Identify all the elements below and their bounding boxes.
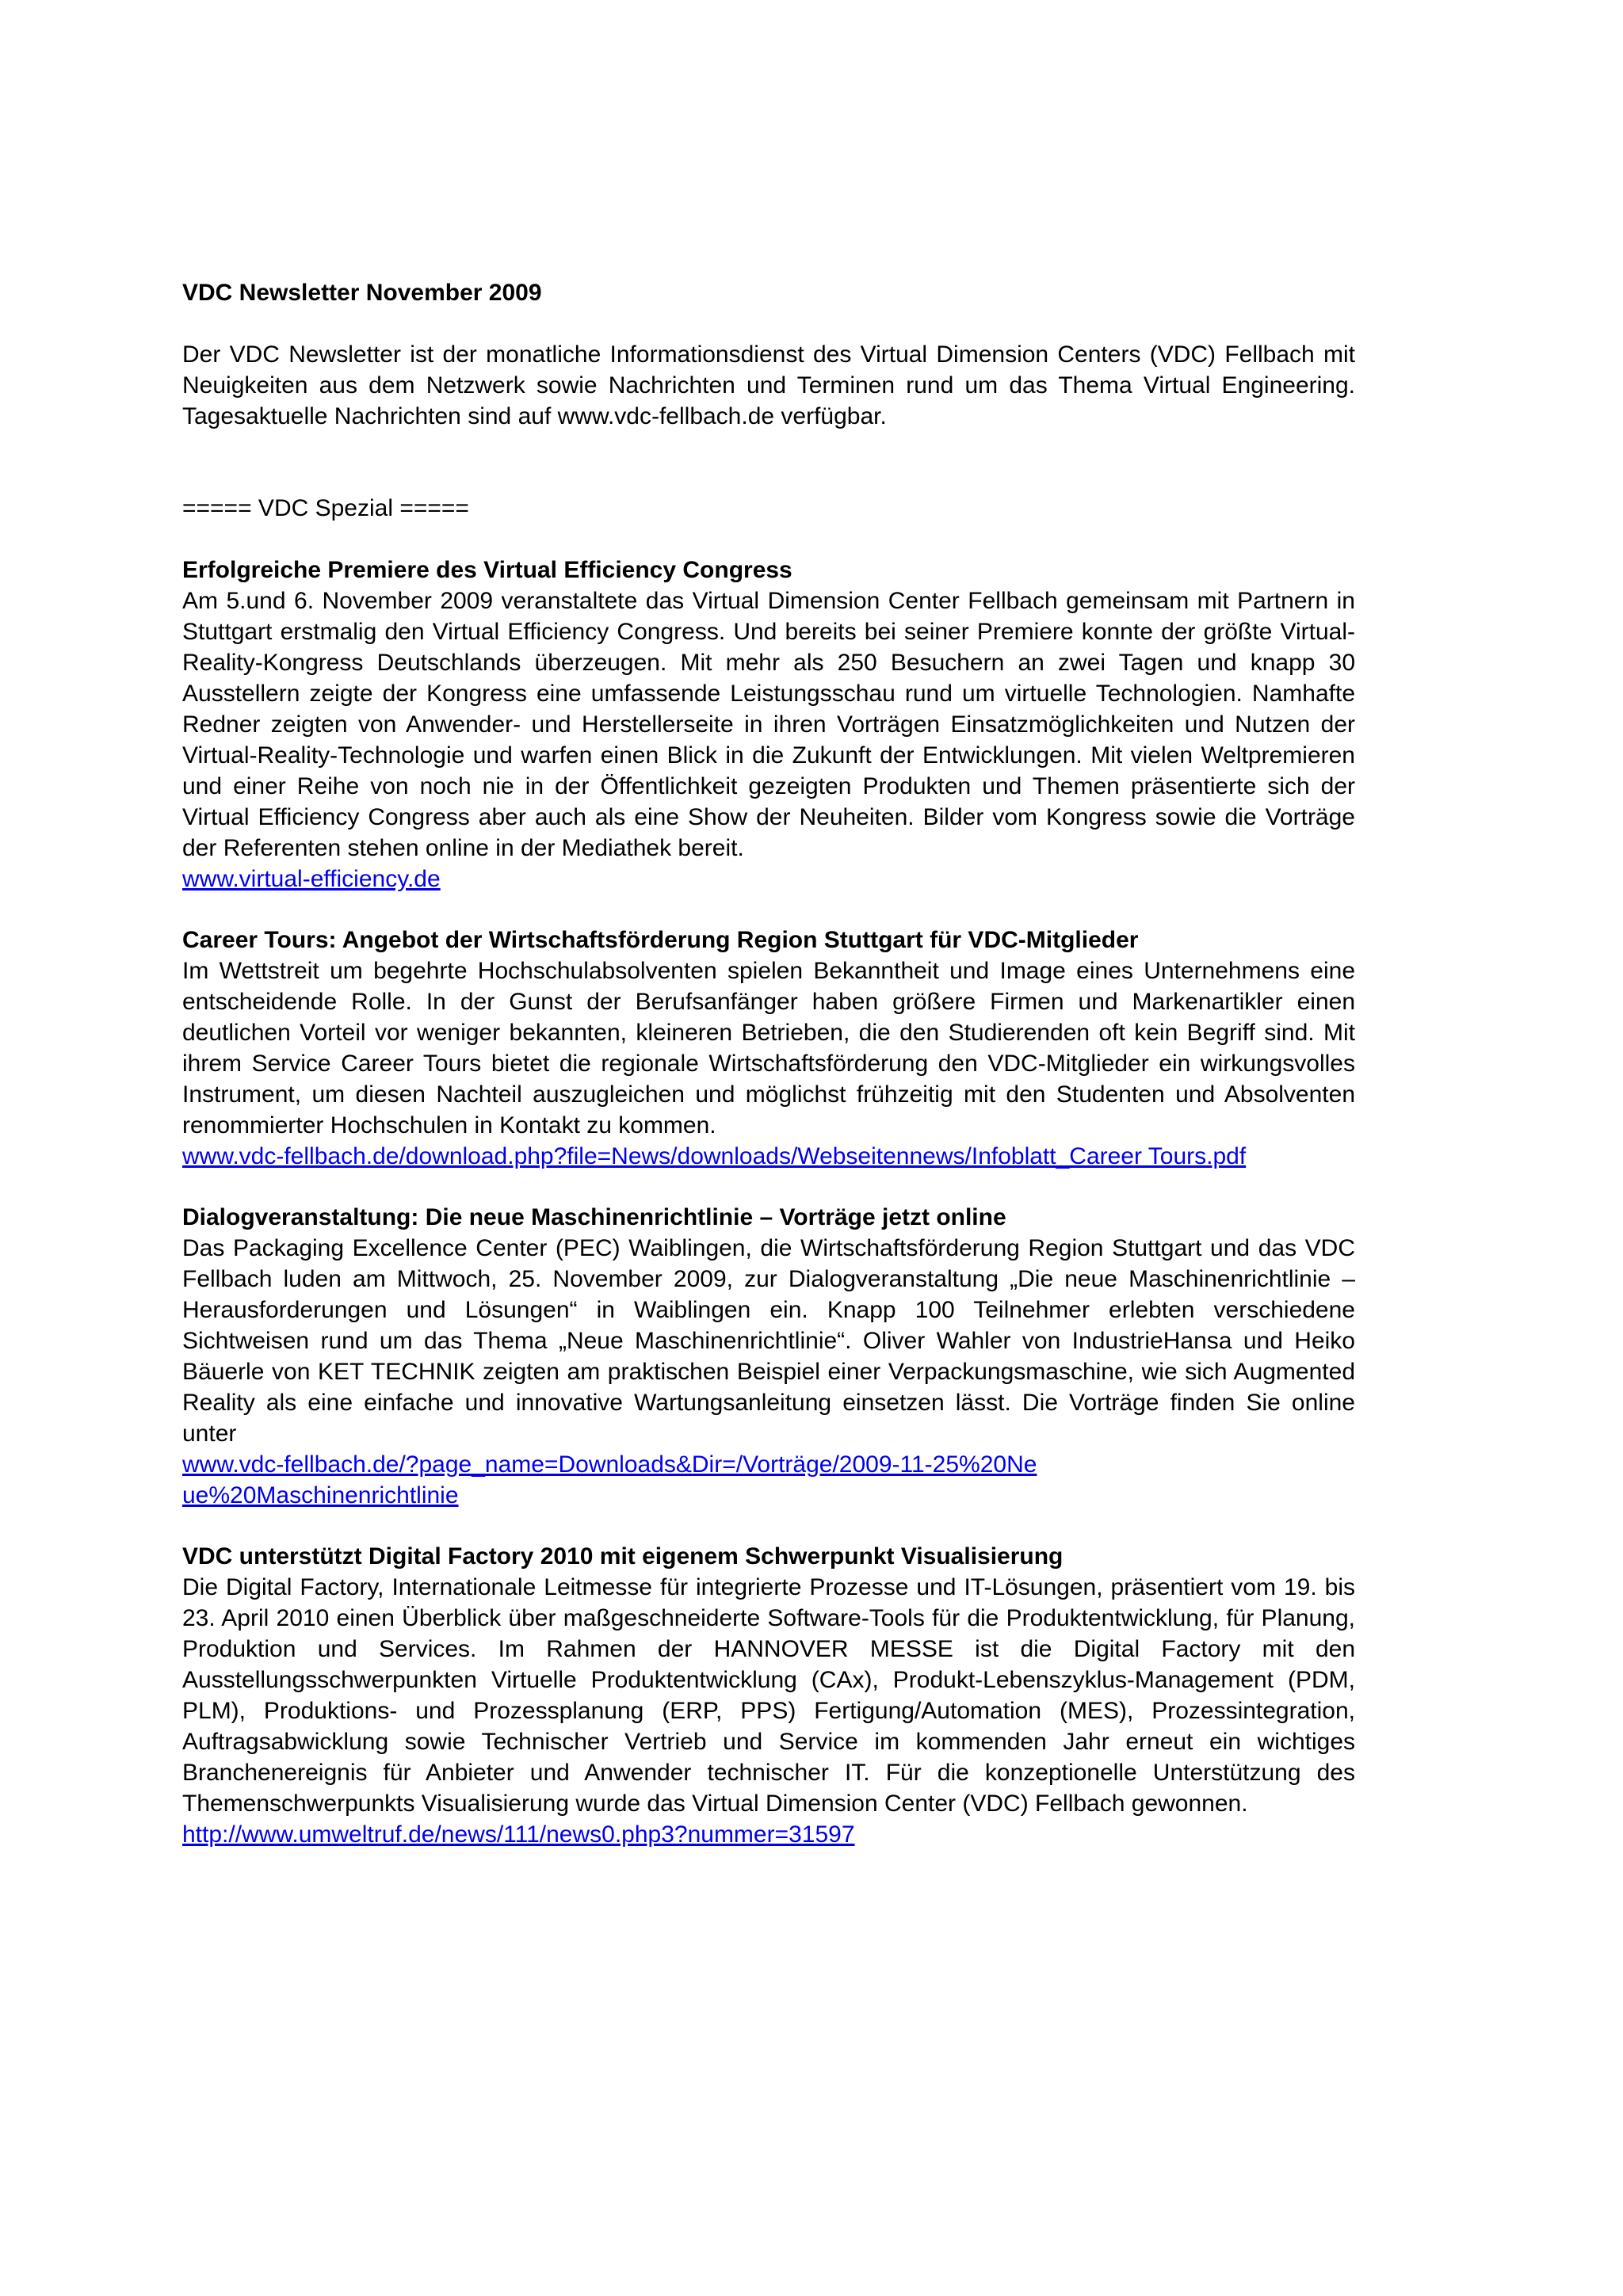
article-link[interactable]: http://www.umweltruf.de/news/111/news0.php3?nummer=31597 [182,1821,855,1848]
article-body: Im Wettstreit um begehrte Hochschulabsolventen spielen Bekanntheit und Image eines Unternehmens eine entscheidende Rolle. In der Gunst der Berufsanfänger haben größere Firmen und Markenartikler einen deutlichen Vorteil vor weniger bekannten, kleineren Betrieben, die den Studierenden oft kein Begriff sind. Mit ihrem Service Career Tours bietet die regionale Wirtschaftsförderung den VDC-Mitglieder ein wirkungsvolles Instrument, um diesen Nachteil auszugleichen und möglichst frühzeitig mit den Studenten und Absolventen renommierter Hochschulen in Kontakt zu kommen. [182,958,1355,1138]
article-link[interactable]: www.vdc-fellbach.de/?page_name=Downloads&Dir=/Vorträge/2009-11-25%20Neue%20Maschinenrichtlinie [182,1451,1037,1508]
newsletter-page [182,277,1355,1880]
article-link[interactable]: www.virtual-efficiency.de [182,866,441,892]
article-body: Die Digital Factory, Internationale Leitmesse für integrierte Prozesse und IT-Lösungen, präsentiert vom 19. bis 23. April 2010 einen Überblick über maßgeschneiderte Software-Tools für die Produktentwicklung, für Planung, Produktion und Services. Im Rahmen der HANNOVER MESSE ist die Digital Factory mit den Ausstellungsschwerpunkten Virtuelle Produktentwicklung (CAx), Produkt-Lebenszyklus-Management (PDM, PLM), Produktions- und Prozessplanung (ERP, PPS) Fertigung/Automation (MES), Prozessintegration, Auftragsabwicklung sowie Technischer Vertrieb und Service im kommenden Jahr erneut ein wichtiges Branchenereignis für Anbieter und Anwender technischer IT. Für die konzeptionelle Unterstützung des Themenschwerpunkts Visualisierung wurde das Virtual Dimension Center (VDC) Fellbach gewonnen. [182,1574,1355,1817]
article-title: VDC unterstützt Digital Factory 2010 mit eigenem Schwerpunkt Visualisierung [182,1543,1064,1569]
newsletter-title: VDC Newsletter November 2009 [182,280,542,306]
article-body: Am 5.und 6. November 2009 veranstaltete das Virtual Dimension Center Fellbach gemeinsam mit Partnern in Stuttgart erstmalig den Virtual Efficiency Congress. Und bereits bei seiner Premiere konnte der größte Virtual-Reality-Kongress Deutschlands überzeugen. Mit mehr als 250 Besuchern an zwei Tagen und knapp 30 Ausstellern zeigte der Kongress eine umfassende Leistungsschau rund um virtuelle Technologien. Namhafte Redner zeigten von Anwender- und Herstellerseite in ihren Vorträgen Einsatzmöglichkeiten und Nutzen der Virtual-Reality-Technologie und warfen einen Blick in die Zukunft der Entwicklungen. Mit vielen Weltpremieren und einer Reihe von noch nie in der Öffentlichkeit gezeigten Produkten und Themen präsentierte sich der Virtual Efficiency Congress aber auch als eine Show der Neuheiten. Bilder vom Kongress sowie die Vorträge der Referenten stehen online in der Mediathek bereit. [182,588,1355,861]
newsletter-intro: Der VDC Newsletter ist der monatliche Informationsdienst des Virtual Dimension Centers (VDC) Fellbach mit Neuigkeiten aus dem Netzwerk sowie Nachrichten und Terminen rund um das Thema Virtual Engineering. Tagesaktuelle Nachrichten sind auf www.vdc-fellbach.de verfügbar. [182,341,1355,429]
section-header: ===== VDC Spezial ===== [182,495,469,521]
article-maschinenrichtlinie [182,1202,1355,1511]
article-digital-factory [182,1541,1355,1850]
article-title: Career Tours: Angebot der Wirtschaftsförderung Region Stuttgart für VDC-Mitglieder [182,927,1139,953]
article-virtual-efficiency-congress [182,555,1355,894]
article-career-tours [182,925,1355,1172]
article-title: Erfolgreiche Premiere des Virtual Efficiency Congress [182,557,792,583]
article-title: Dialogveranstaltung: Die neue Maschinenrichtlinie – Vorträge jetzt online [182,1204,1006,1230]
article-body: Das Packaging Excellence Center (PEC) Waiblingen, die Wirtschaftsförderung Region Stuttgart und das VDC Fellbach luden am Mittwoch, 25. November 2009, zur Dialogveranstaltung „Die neue Maschinenrichtlinie – Herausforderungen und Lösungen“ in Waiblingen ein. Knapp 100 Teilnehmer erlebten verschiedene Sichtweisen rund um das Thema „Neue Maschinenrichtlinie“. Oliver Wahler von IndustrieHansa und Heiko Bäuerle von KET TECHNIK zeigten am praktischen Beispiel einer Verpackungsmaschine, wie sich Augmented Reality als eine einfache und innovative Wartungsanleitung einsetzen lässt. Die Vorträge finden Sie online unter [182,1235,1355,1447]
article-link[interactable]: www.vdc-fellbach.de/download.php?file=News/downloads/Webseitennews/Infoblatt_Career Tours.pdf [182,1143,1247,1169]
